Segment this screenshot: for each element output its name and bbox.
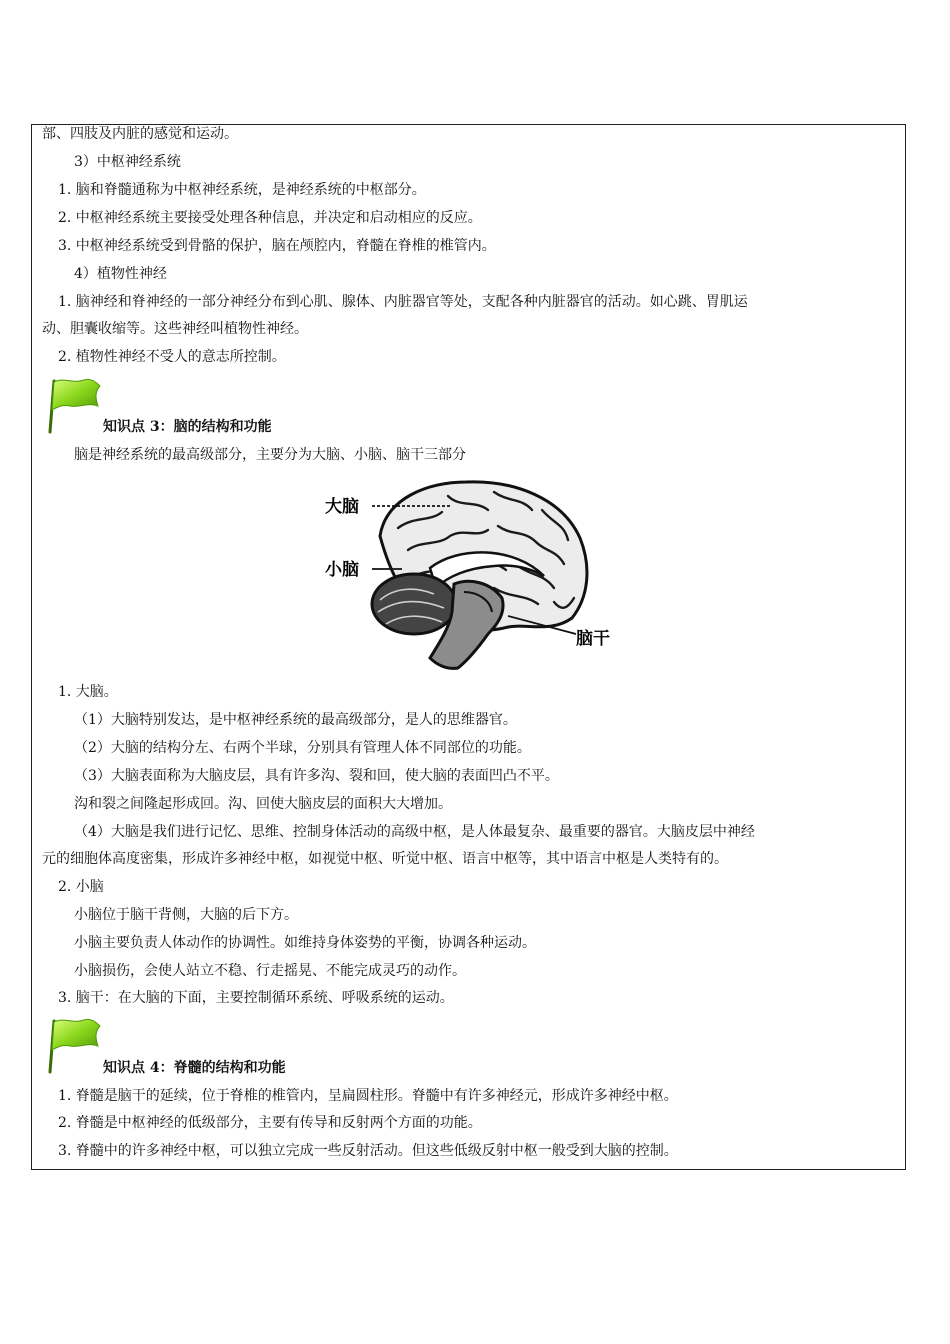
text-line: 部、四肢及内脏的感觉和运动。 <box>42 126 238 142</box>
text-line: （4）大脑是我们进行记忆、思维、控制身体活动的高级中枢，是人体最复杂、最重要的器官。大脑皮层中神经 <box>74 824 755 840</box>
text-line: 动、胆囊收缩等。这些神经叫植物性神经。 <box>42 321 308 337</box>
text-line: 小脑主要负责人体动作的协调性。如维持身体姿势的平衡，协调各种运动。 <box>74 935 536 951</box>
green-flag-icon <box>44 376 104 436</box>
section-title-brain: 知识点 3：脑的结构和功能 <box>103 419 272 435</box>
text-line: 1. 脊髓是脑干的延续，位于脊椎的椎管内，呈扁圆柱形。脊髓中有许多神经元，形成许多神经中枢。 <box>58 1088 678 1104</box>
text-line: （2）大脑的结构分左、右两个半球，分别具有管理人体不同部位的功能。 <box>74 740 531 756</box>
text-line: 1. 脑神经和脊神经的一部分神经分布到心肌、腺体、内脏器官等处，支配各种内脏器官的活动。如心跳、胃肌运 <box>58 294 748 310</box>
label-cerebrum: 大脑 <box>325 497 359 517</box>
subheading-central-nervous-system: 3）中枢神经系统 <box>74 154 181 170</box>
text-line: 3. 中枢神经系统受到骨骼的保护，脑在颅腔内，脊髓在脊椎的椎管内。 <box>58 238 496 254</box>
text-line: 小脑位于脑干背侧，大脑的后下方。 <box>74 907 298 923</box>
text-line: 1. 大脑。 <box>58 684 118 700</box>
section-title-spinal-cord: 知识点 4：脊髓的结构和功能 <box>103 1060 286 1076</box>
text-line: 沟和裂之间隆起形成回。沟、回使大脑皮层的面积大大增加。 <box>74 796 452 812</box>
text-line: 2. 植物性神经不受人的意志所控制。 <box>58 349 286 365</box>
text-line: （3）大脑表面称为大脑皮层，具有许多沟、裂和回，使大脑的表面凹凸不平。 <box>74 768 559 784</box>
brain-diagram <box>318 476 618 672</box>
subheading-autonomic-nerves: 4）植物性神经 <box>74 266 167 282</box>
text-line: 3. 脊髓中的许多神经中枢，可以独立完成一些反射活动。但这些低级反射中枢一般受到大脑的控制。 <box>58 1143 678 1159</box>
text-line: 脑是神经系统的最高级部分，主要分为大脑、小脑、脑干三部分 <box>74 447 466 463</box>
text-line: 2. 中枢神经系统主要接受处理各种信息，并决定和启动相应的反应。 <box>58 210 482 226</box>
text-line: 3. 脑干：在大脑的下面，主要控制循环系统、呼吸系统的运动。 <box>58 990 454 1006</box>
label-cerebellum: 小脑 <box>325 560 359 580</box>
text-line: 小脑损伤，会使人站立不稳、行走摇晃、不能完成灵巧的动作。 <box>74 963 466 979</box>
text-line: （1）大脑特别发达，是中枢神经系统的最高级部分，是人的思维器官。 <box>74 712 517 728</box>
text-line: 1. 脑和脊髓通称为中枢神经系统，是神经系统的中枢部分。 <box>58 182 426 198</box>
text-line: 2. 小脑 <box>58 879 104 895</box>
green-flag-icon <box>44 1016 104 1076</box>
text-line: 元的细胞体高度密集，形成许多神经中枢，如视觉中枢、听觉中枢、语言中枢等，其中语言中枢是人类特有的。 <box>42 851 728 867</box>
text-line: 2. 脊髓是中枢神经的低级部分，主要有传导和反射两个方面的功能。 <box>58 1115 482 1131</box>
label-brainstem: 脑干 <box>576 629 610 649</box>
